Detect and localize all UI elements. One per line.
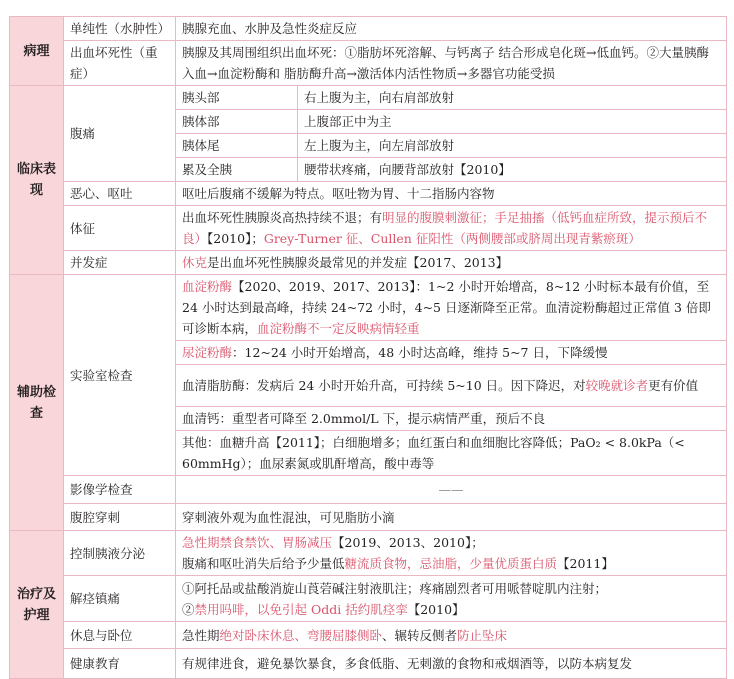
text: 、辗转反侧者 [382, 627, 458, 643]
pain-part: 胰头部 [176, 86, 298, 110]
text: 【2019、2013、2010】； [332, 535, 484, 550]
table-row [10, 251, 727, 275]
table-row [10, 504, 727, 531]
text: 【2011】 [557, 556, 614, 571]
highlight-text: 绝对卧床休息、弯腰屈膝侧卧 [219, 627, 383, 643]
text: 【2020、2019、2017、2013】：1~2 小时开始增高，8~12 小时标本最有价值，至 24 小时达到最高峰，持续 24~72 小时，4~5 日逐渐降至正常。血清淀粉酶超过正常值 3 倍即可诊断本病， [182, 279, 711, 336]
row-content [176, 341, 727, 365]
table-row [10, 531, 727, 576]
table-row [10, 182, 727, 206]
row-content: 胰腺及其周围组织出血坏死：①脂肪坏死溶解、与钙离子 结合形成皂化斑→低血钙。②大量胰酶入血→血淀粉酶和 脂肪酶升高→激活体内活性物质→多器官功能受损 [176, 41, 727, 86]
pancreatitis-table [9, 16, 727, 679]
row-content: 其他：血糖升高【2011】；白细胞增多；血红蛋白和血细胞比容降低；PaO₂ < 8.0kPa（< 60mmHg）；血尿素氮或肌酐增高，酸中毒等 [176, 431, 727, 476]
table-row [10, 86, 727, 110]
row-label: 恶心、呕吐 [64, 182, 176, 206]
highlight-text: 糖流质食物，忌油脂，少量优质蛋白质 [344, 556, 558, 571]
row-content: 呕吐后腹痛不缓解为特点。呕吐物为胃、十二指肠内容物 [176, 182, 727, 206]
text: 是出血坏死性胰腺炎最常见的并发症【2017、2013】 [207, 255, 509, 270]
category-clinical: 临床表现 [10, 86, 64, 275]
row-content [176, 622, 727, 649]
dash: —— [438, 482, 464, 497]
row-content: 血清钙：重型者可降至 2.0mmol/L 下，提示病情严重，预后不良 [176, 407, 727, 431]
pain-desc: 右上腹为主，向右肩部放射 [298, 86, 727, 110]
row-label-lab: 实验室检查 [64, 275, 176, 476]
row-content [176, 251, 727, 275]
text: 【2010】； [207, 231, 264, 246]
row-label: 体征 [64, 206, 176, 251]
highlight-text: 较晚就诊者 [585, 378, 649, 393]
text: ：12~24 小时开始增高，48 小时达高峰，维持 5~7 日，下降缓慢 [232, 345, 608, 360]
text: 腹痛和呕吐消失后给予少量低 [182, 556, 345, 571]
row-label: 健康教育 [64, 649, 176, 679]
row-label: 腹腔穿刺 [64, 504, 176, 531]
highlight-text: 防止坠床 [457, 627, 508, 643]
highlight-text: 禁用吗啡，以免引起 Oddi 括约肌痉挛 [194, 601, 408, 617]
highlight-text: 休克 [182, 255, 208, 270]
text: ①阿托品或盐酸消旋山莨菪碱注射液肌注；疼痛剧烈者可用哌替啶肌内注射； [182, 580, 608, 596]
row-content [176, 365, 727, 407]
row-label: 影像学检查 [64, 476, 176, 504]
row-content [176, 531, 727, 576]
text: 急性期 [182, 627, 220, 643]
table-row [10, 649, 727, 679]
category-treatment: 治疗及护理 [10, 531, 64, 679]
row-content: 穿刺液外观为血性混浊，可见脂肪小滴 [176, 504, 727, 531]
row-label: 解痉镇痛 [64, 576, 176, 622]
row-label: 休息与卧位 [64, 622, 176, 649]
row-content [176, 275, 727, 341]
row-label-pain: 腹痛 [64, 86, 176, 182]
table-row [10, 476, 727, 504]
highlight-text: Grey-Turner 征、Cullen 征阳性（两侧腰部或脐周出现青紫瘀斑） [263, 231, 641, 246]
highlight-text: 尿淀粉酶 [182, 345, 233, 360]
row-label: 控制胰液分泌 [64, 531, 176, 576]
text: 血清脂肪酶：发病后 24 小时开始升高，可持续 5~10 日。因下降迟，对 [182, 378, 586, 393]
row-label: 并发症 [64, 251, 176, 275]
row-content: 胰腺充血、水肿及急性炎症反应 [176, 17, 727, 41]
highlight-text: 急性期禁食禁饮、胃肠减压 [182, 535, 333, 550]
row-label: 出血坏死性（重症） [64, 41, 176, 86]
table-row [10, 206, 727, 251]
pain-part: 胰体部 [176, 110, 298, 134]
text: 出血坏死性胰腺炎高热持续不退；有 [182, 210, 383, 225]
text: 【2010】 [407, 601, 465, 617]
pain-desc: 左上腹为主，向左肩部放射 [298, 134, 727, 158]
table-row [10, 17, 727, 41]
highlight-text: 明显的腹膜刺激征；手足抽搐（低钙血症所致，提示预后不良） [182, 210, 708, 246]
category-auxiliary: 辅助检查 [10, 275, 64, 531]
highlight-text: 血淀粉酶 [182, 279, 233, 294]
table-row [10, 576, 727, 622]
row-content [176, 476, 727, 504]
pain-part: 胰体尾 [176, 134, 298, 158]
row-label: 单纯性（水肿性） [64, 17, 176, 41]
highlight-text: 血淀粉酶不一定反映病情轻重 [257, 321, 420, 336]
text: ② [182, 601, 195, 617]
row-content [176, 576, 727, 622]
category-pathology: 病理 [10, 17, 64, 86]
pain-desc: 上腹部正中为主 [298, 110, 727, 134]
row-content: 有规律进食，避免暴饮暴食，多食低脂、无刺激的食物和戒烟酒等，以防本病复发 [176, 649, 727, 679]
row-content [176, 206, 727, 251]
table-row [10, 622, 727, 649]
table-row [10, 41, 727, 86]
text: 更有价值 [648, 378, 699, 393]
table-row [10, 275, 727, 341]
pain-part: 累及全胰 [176, 158, 298, 182]
pain-desc: 腰带状疼痛，向腰背部放射【2010】 [298, 158, 727, 182]
